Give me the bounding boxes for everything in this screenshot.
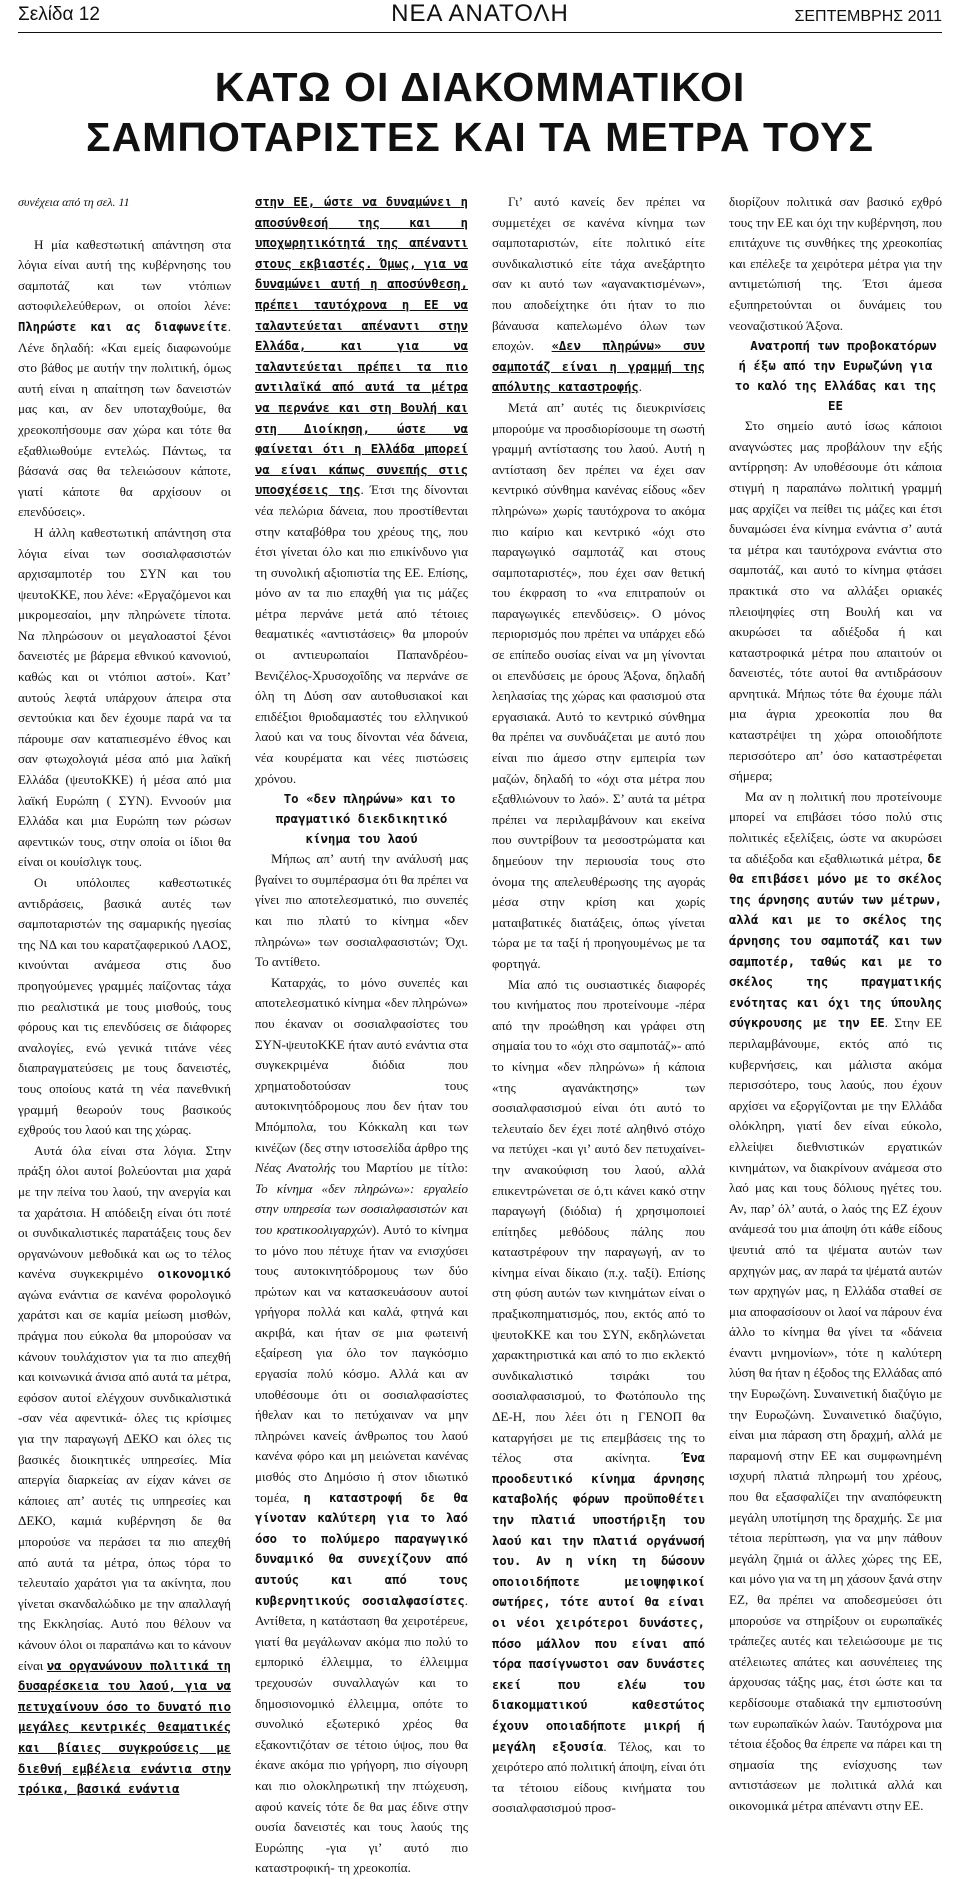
headline-line-1: ΚΑΤΩ ΟΙ ΔΙΑΚΟΜΜΑΤΙΚΟΙ: [214, 64, 746, 110]
text: . Έτσι της δίνονται νέα πελώρια δάνεια, που προστίθενται στην καταβόθρα του χρέους της, που έτσι γίνεται όλο και πιο επικίνδυνο για τη συνολική αξιοπιστία της ΕΕ. Επίσης, μόνο αν τα πιο επαχθή για τις μάζες μέτρα περνάνε μετά από τέτοιες θεαματικές «αντιστάσεις» θα μπορούν οι αντιευρωπαίοι Παπανδρέου-Βενιζέλος-Χρυσοχοΐδης να περνάνε σε όλη τη Δύση σαν αυτοθυσιακοί και επιδέξιοι θριοδαμαστές του ελληνικού λαού και να τους δίνονται νέα δάνεια, νέα κουρέματα και νέες πιστώσεις χρόνου.: [255, 482, 468, 786]
text: ). Αυτό το κίνημα το μόνο που πέτυχε ήταν να ενισχύσει τους αυτοκινητόδρομους των δύο πρώτων και να κατασκευάσουν αυτοί γρήγορα πολλά και καλά, φτηνά και ακριβά, και ήταν σε μια φωτεινή εξαίρεση για όλο τον παγκόσμιο εργασία πολύ κόσμο. Αλλά και αν υποθέσουμε ότι οι σοσιαλφασίστες ήθελαν και το πετύχαιναν να μην πληρώνει κανείς άνθρωπος του λαού κανένα φόρο και μη μειώνεται κανένας μισθός στο Δημόσιο ή στον ιδιωτικό τομέα,: [255, 1221, 468, 1505]
bold-underlined-text: «Δεν πληρώνω» συν σαμποτάζ είναι η γραμμή της απόλυτης καταστροφής: [492, 339, 705, 395]
article-columns: [18, 192, 943, 1876]
italic-text: Το κίνημα «δεν πληρώνω»: εργαλείο στην υπηρεσία των σοσιαλφασιστών και του κρατικοολιγαρχών: [255, 1180, 468, 1237]
text: . Αντίθετα, η κατάσταση θα χειροτέρευε, γιατί θα μεγάλωναν ακόμα πιο πολύ το εμπορικό έλλειμμα, το έλλειμμα τρεχουσών συναλλαγών και το δημοσιονομικό έλλειμμα, οπότε το συνολικό εξωτερικό χρέος θα εξακοντιζόταν σε τέτοιο ύψος, που θα έκανε ακόμα πιο γρήγορη, πιο σίγουρη και πιο ολοκληρωτική την πτώχευση, αφού κανείς τότε δε θα μας έδινε στην ουσία δανειστές και τους λαούς της Ευρώπης -για γι’ αυτό πιο καταστροφική- τη χρεοκοπία.: [255, 1592, 468, 1876]
text: Αυτά όλα είναι στα λόγια. Στην πράξη όλοι αυτοί βολεύονται μια χαρά με την πείνα του λαού, την ανεργία και τα χαράτσια. Η απόδειξη είναι ότι ποτέ οι συνδικαλιστικές παρατάξεις τους δεν οργανώνουν μεθοδικά και ως το τέλος κανένα συγκεκριμένο: [18, 1142, 231, 1282]
bold-text: η καταστροφή δε θα γίνοταν καλύτερη για το λαό όσο το πολύμερο παραγωγικό δυναμικό θα συνεχίζουν από αυτούς και από τους κυβερνητικούς σοσιαλφασίστες: [255, 1490, 468, 1608]
paragraph: Μήπως απ’ αυτή την ανάλυσή μας βγαίνει το συμπέρασμα ότι θα πρέπει να γίνει πιο αποτελεσματικό, πιο συνεπές και πιο πλατύ το κίνημα «δεν πληρώνω» των σοσιαλφασιστών; Όχι. Το αντίθετο.: [255, 851, 468, 970]
page-number: Σελίδα 12: [18, 4, 100, 25]
masthead: [18, 0, 942, 36]
bold-text: δε θα επιβάσει μόνο με το σκέλος της άρνησης αυτών των μέτρων, αλλά και με το σκέλος της άρνησης του σαμποτάζ και των σαμποτέρ, ταθώς και με το σκέλος της πραγματικής ενότητας και όχι της ύπουλης σύγκρουσης με την ΕΕ: [729, 851, 942, 1031]
text: του Μαρτίου με τίτλο:: [335, 1160, 468, 1176]
text: αγώνα ενάντια σε κανένα φορολογικό χαράτσι και σε καμία μείωση μισθών, πράγμα που εύκολα θα μπορούσαν να κάνουν τουλάχιστον για τα πιο απεχθή και κοινωνικά άνισα από αυτά τα μέτρα, εφόσον αυτοί ελέγχουν συνδικαλιστικά -σαν νέα αφεντικά- όλες τις κρίσιμες για την παραγωγή ΔΕΚΟ και όλες τις βασικές διοικητικές υπηρεσίες. Μία απεργία διαρκείας αν είχαν κάνει σε κάποιες απ’ αυτές τις υπηρεσίες και ΔΕΚΟ, καμιά κυβέρνηση δε θα μπορούσε να περάσει τα πιο απεχθή από αυτά τα μέτρα, όπως τόρα το τελευταίο χαράτσι για τα ακίνητα, που γίνεται σκανδαλώδικο με την απαλλαγή της Εκκλησίας. Αυτό που θέλουν να κάνουν όλοι οι παραπάνω και το κάνουν είναι: [18, 1286, 231, 1673]
bold-underlined-text: να οργανώνουν πολιτικά τη δυσαρέσκεια του λαού, για να πετυχαίνουν όσο το δυνατό πιο μεγάλες κεντρικές θεαματικές και βίαιες συγκρούσεις με διεθνή εμβέλεια ενάντια στην τρόικα, βασικά ενάντια: [18, 1658, 231, 1797]
text: Μα αν η πολιτική που προτείνουμε μπορεί να επιβάσει τόσο πολύ στις πολιτικές εξελίξεις, ώστε να ακυρώσει τα αδιέξοδα και εξαθλιωτικά μέτρα,: [729, 788, 942, 866]
text: Καταρχάς, το μόνο συνεπές και αποτελεσματικό κίνημα «δεν πληρώνω» που έκαναν οι σοσιαλφασίστες του ΣΥΝ-ψευτοΚΚΕ ήταν αυτό ενάντια στα συγκεκριμένα διόδια που χρηματοδοτούσαν τους αυτοκινητόδρομους που δεν ήταν του Μπόμπολα, του Κόκκαλη και των κινέζων (δες στην ιστοσελίδα άρθρο της: [255, 974, 468, 1155]
paragraph: [18, 235, 231, 523]
paragraph: διορίζουν πολιτικά σαν βασικό εχθρό τους την ΕΕ και όχι την κυβέρνηση, που επιτάχυνε τις συνθήκες της χρεοκοπίας και επέλεξε τα χειρότερα μέτρα για την αντιμετώπισή της. Έτσι άμεσα εξυπηρετούνται οι δυνάμεις του νεοναζιστικού Άξονα.: [729, 194, 942, 333]
paragraph: [255, 192, 468, 789]
masthead-rule: [18, 32, 942, 33]
subheading: Ανατροπή των προβοκατόρων ή έξω από την Ευρωζώνη για το καλό της Ελλάδας και της ΕΕ: [734, 338, 937, 414]
text: . Λένε δηλαδή: «Και εμείς διαφωνούμε στο βάθος με αυτήν την πολιτική, όμως αυτή είναι η απαίτηση των δανειστών μας και, αν δεν υποταχθούμε, θα χρεοκοπήσουμε σαν χώρα και τότε θα εξαθλιωθούμε εντελώς. Πάντως, τα βάσανά σας θα τελειώσουν κάποτε, γιατί κάποτε θα αρχίσουν οι επενδύσεις».: [18, 318, 231, 520]
column-4: [729, 192, 942, 1879]
paragraph: [729, 787, 942, 1817]
bold-underlined-text: στην ΕΕ, ώστε να δυναμώνει η αποσύνθεσή της και η υποχωρητικότητά της απέναντι στους εκβιαστές. Όμως, για να δυναμώνει αυτή η αποσύνθεση, πρέπει ταυτόχρονα η ΕΕ να ταλαντεύεται απέναντι στην Ελλάδα, και για να ταλαντεύεται πρέπει τα πιο αντιλαϊκά από αυτά τα μέτρα να περνάνε και στη Βουλή και στη Διοίκηση, ώστε να φαίνεται ότι η Ελλάδα μπορεί να είναι κάπως συνεπής στις υποσχέσεις της: [255, 195, 468, 498]
text: . Στην ΕΕ περιλαμβάνουμε, εκτός από τις κυβερνήσεις, και μάλιστα ακόμα περισσότερο, τους λαούς, που έχουν αρχίσει να εξοργίζονται με την Ελλάδα ολόκληρη, γιατί δεν είναι εύκολο, ελλείψει διεθνιστικών εργατικών κινημάτων, να διακρίνουν ανάμεσα στο λαό μας και τους δόλιους ηγέτες του. Αν, παρ’ όλ’ αυτά, ο λαός της ΕΖ έχουν ανάμεσά του μια άποψη ότι κάθε είδους ψευτιά από τα ψέματα αυτών των αρχηγών μας, αν παρά τα ψέματά αυτών των αρχηγών μας, η Ελλάδα σταθεί σε μια αποφασίσουν οι λαοί να πάρουν ένα άλλο το κίνημα θα γίνει τα «δάνεια έναντι μνημονίων», τότε η καλύτερη λύση θα ήταν η έξοδος της Ελλάδας από την Ευρωζώνη. Συναινετική διαζύγιο με την Ευρωζώνη. Συναινετικό διαζύγιο, είναι μια πάραση στη δραχμή, αλλά με παραμονή στην ΕΕ και συμφωνημένη ισχυρή πλατιά πληρωμή του χρέους, που θα εξασφαλίζει την αναπόφευκτη μεγάλη υποτίμηση της δραχμής. Σε μια τέτοια περίπτωση, για να μην πάθουν μεγάλη ζημιά οι άλλες χώρες της ΕΕ, και μόνο για να τη μη χάσουν ξανά στην ΕΖ, θα πρέπει να αποδεσμεύσει ότι μπορούσε να στηρίξουν οι ευρωπαϊκές τράπεζες αυτές και τελειώσουμε με τις ατέλειωτες απάτες και ασυνέπειες της άρχουσας τάξης μας, έτσι ώστε και τα κερδίσουμε σταδιακά την εμπιστοσύνη των ευρωπαϊκών λαών. Ταυτόχρονα μια τέτοια έξοδος θα έπρεπε να πάρει και τη σημασία της ενίσχυσης των αντιστάσεων με πολιτικά αλλά και οικονομικά μέτρα απέναντι στην ΕΕ.: [729, 1015, 943, 1813]
bold-text: Πληρώστε και ας διαφωνείτε: [18, 319, 228, 334]
bold-text: οικονομικό: [157, 1267, 231, 1282]
newspaper-name: ΝΕΑ ΑΝΑΤΟΛΗ: [391, 0, 569, 27]
paragraph: Οι υπόλοιπες καθεστωτικές αντιδράσεις, βασικά αυτές των σαμποταριστών της σαμαρικής ηγεσίας της ΝΔ και του καρατζαφερικού ΛΑΟΣ, κινούνται ανάμεσα στις δυο προηγούμενες γραμμές παίζοντας τάχα πιο ρεαλιστικά με τους μισθούς, τους φόρους και τις επενδύσεις σε διάφορες αναλογίες, ενώ γενικά τιτάνε νέες διαπραγματεύσεις με τους δανειστές, τους οποίους κατά τη νέα πανεθνική γραμμή θεωρούν τους βασικούς εχθρούς του λαού και της χώρας.: [18, 875, 231, 1138]
text: Η μία καθεστωτική απάντηση στα λόγια είναι αυτή της κυβέρνησης του σαμποτάζ και των ντόπιων αστοφιλελεύθερων, οι οποίοι λένε:: [18, 236, 231, 314]
continued-note: συνέχεια από τη σελ. 11: [18, 195, 130, 209]
text: Μία από τις ουσιαστικές διαφορές του κινήματος που προτείνουμε -πέρα από την προώθηση και γράφει στη σημαία του το «όχι στο σαμποτάζ»- από το κίνημα «δεν πληρώνω» ή κάποια «της αγανάκτησης» των σοσιαλφασισμού είναι ότι αυτό το τελευταίο δεν έχει ποτέ αληθινό στόχο να πετύχει -και γι’ αυτό δεν πετυχαίνει- την ανακούφιση του λαού, αλλά επικεντρώνεται σε ό,τι κάνει κακό στην παραγωγή (διόδια) ή χρησιμοποιεί επίτηδες μεθόδους πάλης που καταστρέφουν την παραγωγή, αν το κίνημα είναι δίκαιο (π.χ. ταξί). Επίσης στη φύση αυτών των κινημάτων είναι ο πραξικοπηματισμός, που, εκτός από το ψευτοΚΚΕ και του ΣΥΝ, εκδηλώνεται χαρακτηριστικά και από το πιο εκλεκτό συνδικαλιστικό τσιράκι του σοσιαλφασισμού, το Φωτόπουλο της ΔΕ-Η, που λέει ότι η ΓΕΝΟΠ θα καταργήσει με τις επεμβάσεις της το τέλος στα ακίνητα.: [492, 976, 705, 1466]
column-1: [18, 192, 231, 1879]
italic-text: Νέας Ανατολής: [255, 1160, 336, 1176]
paragraph: [255, 973, 468, 1879]
article-headline: [0, 62, 960, 162]
subheading: Το «δεν πληρώνω» και το πραγματικό διεκδικητικό κίνημα του λαού: [275, 791, 456, 847]
bold-text: Ένα προοδευτικό κίνημα άρνησης καταβολής φόρων προϋποθέτει την πλατιά υποστήριξη του λαού και την πλατιά οργάνωσή του. Αν η νίκη τη δώσουν οποιοιδήποτε μειοψηφικοί σωτήρες, τότε αυτοί θα είναι οι νέοι χειρότεροι δυνάστες, πόσο μάλλον που είναι από τόρα πασίγνωστοι σαν δυνάστες εκεί που ελέω του διακομματικού καθεστώτος έχουν οποιαδήποτε μικρή ή μεγάλη εξουσία: [492, 1451, 705, 1754]
headline-line-2: ΣΑΜΠΟΤΑΡΙΣΤΕΣ ΚΑΙ ΤΑ ΜΕΤΡΑ ΤΟΥΣ: [85, 114, 875, 160]
text: Γι’ αυτό κανείς δεν πρέπει να συμμετέχει σε κανένα κίνημα των σαμποταριστών, είτε πολιτικό είτε συνδικαλιστικό είτε τάχα ανεξάρτητο σαν κι αυτό των «αγανακτισμένων», που αποδείχτηκε ότι ήταν το πιο βάναυσα καπελωμένο όλων των εποχών.: [492, 194, 705, 354]
text: . Τέλος, και το χειρότερο από πολιτική άποψη, είναι ότι τα τέτοιου είδους κινήματα του σοσιαλφασισμού προσ-: [492, 1738, 705, 1816]
text: .: [638, 379, 643, 395]
column-2: [255, 192, 468, 1879]
paragraph: [492, 192, 705, 398]
issue-date: ΣΕΠΤΕΜΒΡΗΣ 2011: [794, 8, 942, 25]
paragraph: [492, 975, 705, 1819]
paragraph: [18, 1141, 231, 1800]
paragraph: Στο σημείο αυτό ίσως κάποιοι αναγνώστες μας προβάλουν την εξής αντίρρηση: Αν υποθέσουμε ότι κάποια στιγμή η παραπάνω πολιτική γραμμή μας αρχίζει να πείθει τις μάζες και έτσι δυναμώσει ένα κίνημα ενάντια σ’ αυτά τα μέτρα και ταυτόχρονα ενάντια στο σαμποτάζ, και αυτό το κίνημα φτάσει πρακτικά στο να αλλάξει οριακές πλειοψηφίες στη Βουλή και να ακυρώσει τα αδιέξοδα ή και καταστροφικά μέτρα που απαιτούν οι δανειστές, τότε αυτοί θα αντιδράσουν αρνητικά. Μήπως τότε θα έχουμε πάλι μια άγρια χρεοκοπία που θα καταστρέψει τη χώρα οποιοδήποτε περισσότερο απ’ όσο καταστρέφεται σήμερα;: [729, 418, 942, 784]
paragraph: Μετά απ’ αυτές τις διευκρινίσεις μπορούμε να προσδιορίσουμε τη σωστή γραμμή αντίστασης του λαού. Αυτή η αντίσταση δεν πρέπει να έχει σαν κεντρικό σύνθημα κανένας είδους «δεν πληρώνω» χωρίς ταυτόχρονα το ακόμα πιο καίριο και κεντρικό «όχι στο παραγωγικό σαμποτάζ και στους σαμποταριστές», που έχει σαν θετική του έκφραση το «να επιτραπούν οι παραγωγικές επενδύσεις». Ο μόνος περιορισμός που πρέπει να υπάρχει εδώ σε επίπεδο ουσίας είναι να μη γίνονται οι επενδύσεις με όρους Άξονα, δηλαδή λεηλασίας της χώρας και φασισμού στα εργασιακά. Αυτό το κεντρικό σύνθημα θα πρέπει να συνδυάζεται με αυτό που είναι πιο άμεσο στην εμπειρία των μαζών, δηλαδή το «όχι στα μέτρα που εξαθλιώνουν το λαό». Σ’ αυτά τα μέτρα πρέπει να περιλαμβάνουν και εκείνα που συντρίβουν τα μεσοστρώματα και δημεύουν την περιουσία τους στο όνομα της απελευθέρωσης της αγοράς μέσα στην κρίση και χωρίς ματαιβατικές διατάξεις, όπως γίνεται τώρα με τα ταξί ή προηγουμένως με τα φορτηγά.: [492, 399, 705, 971]
paragraph: Η άλλη καθεστωτική απάντηση στα λόγια είναι των σοσιαλφασιστών αρχισαμποτέρ του ΣΥΝ και του ψευτοΚΚΕ, που λένε: «Εργαζόμενοι και μικρομεσαίοι, μην πληρώνετε τίποτα. Να πληρώσουν οι μεγαλοαστοί ξένοι δανειστές με βάρεμα εθνικού κανονιού, καθώς και οι ντόπιοι αστοί». Κατ’ αυτούς λεφτά υπάρχουν άπειρα στα σεντούκια και δεν έχουμε παρά να τα πάρουμε σαν καταπιεσμένο έθνος και σαν φτωχολογιά μέσα από μια λαϊκή Ελλάδα (ψευτοΚΚΕ) ή μέσα από μια λαϊκή Ευρώπη ( ΣΥΝ). Εννοούν μια Ελλάδα και μια Ευρώπη των ρώσων αφεντικών τους, στην οποία οι ίδιοι θα είναι οι κουίσλιγκ τους.: [18, 524, 231, 870]
column-3: [492, 192, 705, 1879]
